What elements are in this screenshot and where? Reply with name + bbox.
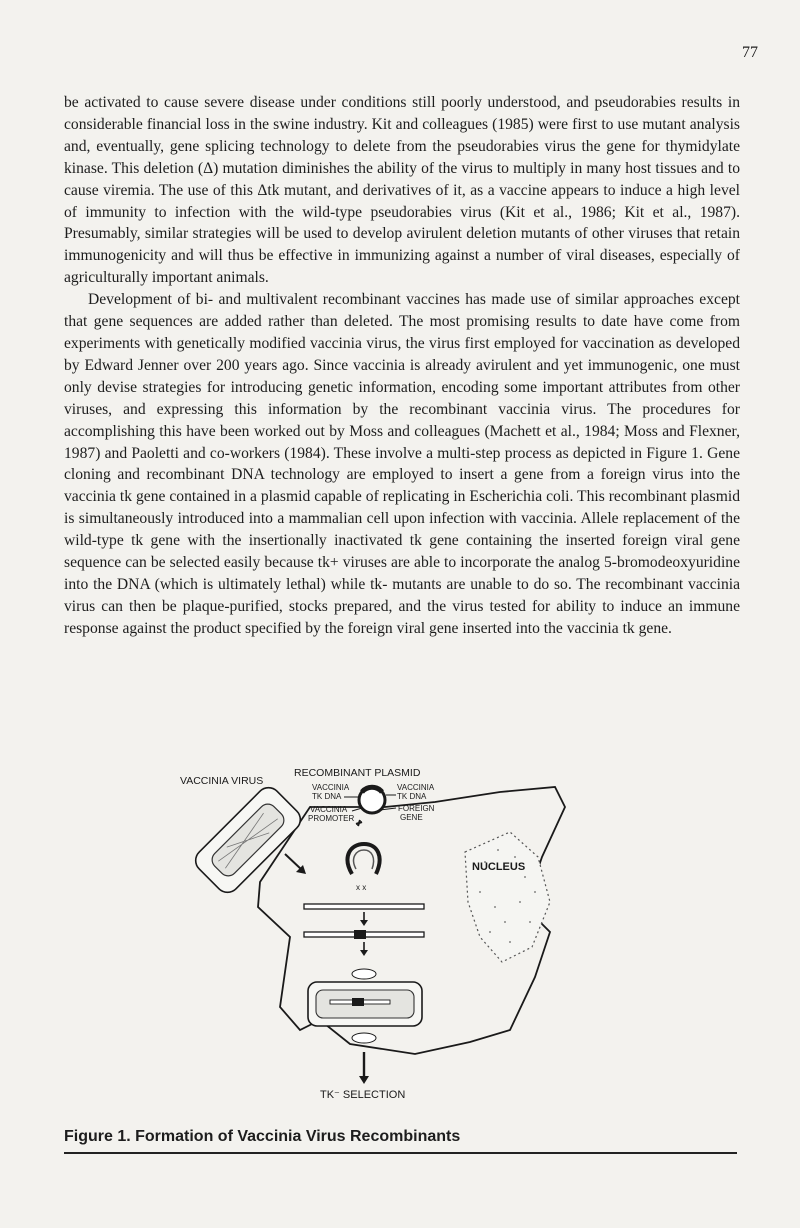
- plasmid-pairing: [348, 844, 380, 874]
- paragraph-2: Development of bi- and multivalent recombinant vaccines has made use of similar approaches except that gene sequences are added rather than deleted. The most promising results to date have come from experiments with genetically modified vaccinia virus, the virus first employed for vaccination as developed by Edward Jenner over 200 years ago. Since vaccinia is already avirulent and yet immunogenic, one must only devise strategies for introducing genetic information, encoding some important attributes from other viruses, and expressing this information by the recombinant vaccinia virus. The procedures for accomplishing this have been worked out by Moss and colleagues (Machett et al., 1984; Moss and Flexner, 1987) and Paoletti and co-workers (1984). These involve a multi-step process as depicted in Figure 1. Gene cloning and recombinant DNA technology are employed to insert a gene from a foreign virus into the vaccinia tk gene contained in a plasmid capable of replicating in Escherichia coli. This recombinant plasmid is simultaneously introduced into a mammalian cell upon infection with vaccinia. Allele replacement of the wild-type tk gene with the insertionally inactivated tk gene containing the inserted foreign viral gene sequence can be selected easily because tk+ viruses are able to incorporate the analog 5-bromodeoxyuridine into the DNA (which is ultimately lethal) while tk- mutants are unable to do so. The recombinant vaccinia virus can then be plaque-purified, stocks prepared, and the virus tested for ability to induce an immune response against the product specified by the foreign viral gene inserted into the vaccinia tk gene.: [64, 291, 740, 637]
- vaccinia-virus-label: VACCINIA VIRUS: [180, 775, 264, 787]
- tk-selection-label: TK⁻ SELECTION: [320, 1089, 406, 1101]
- nucleus-label: NUCLEUS: [472, 861, 526, 873]
- svg-text:VACCINIA: VACCINIA: [397, 783, 435, 792]
- svg-text:VACCINIA: VACCINIA: [312, 783, 350, 792]
- crossover-marks: x x: [356, 883, 367, 892]
- vaccinia-dna-line: [304, 904, 424, 909]
- figure-caption: Figure 1. Formation of Vaccinia Virus Recombinants: [64, 1128, 461, 1145]
- svg-text:VACCINIA: VACCINIA: [310, 805, 348, 814]
- nucleus-outline: [465, 832, 550, 962]
- recombinant-plasmid-label: RECOMBINANT PLASMID: [294, 767, 421, 779]
- svg-text:GENE: GENE: [400, 813, 423, 822]
- svg-text:PROMOTER: PROMOTER: [308, 814, 355, 823]
- figure-diagram: [180, 762, 580, 1102]
- arrow-virus-to-cell: [285, 854, 302, 870]
- recombinant-virus-particle: [308, 969, 422, 1043]
- svg-text:TK DNA: TK DNA: [312, 792, 342, 801]
- svg-text:TK DNA: TK DNA: [397, 792, 427, 801]
- page-number: 77: [742, 44, 758, 61]
- svg-text:FOREIGN: FOREIGN: [398, 804, 435, 813]
- paragraph-1: be activated to cause severe disease under conditions still poorly understood, and pseudorabies results in considerable financial loss in the swine industry. Kit and colleagues (1985) were first to use mutant analysis and, eventually, gene splicing technology to delete from the pseudorabies virus the gene for thymidylate kinase. This deletion (Δ) mutation diminishes the ability of the virus to multiply in many host tissues and to cause viremia. The use of this Δtk mutant, and derivatives of it, as a vaccine appears to induce a high level of immunity to infection with the wild-type pseudorabies virus (Kit et al., 1986; Kit et al., 1987). Presumably, similar strategies will be used to develop avirulent deletion mutants of other viruses that retain immunogenicity and will thus be effective in immunizing against a number of viral diseases, especially of agriculturally important animals.: [64, 94, 740, 287]
- caption-rule: [64, 1152, 737, 1154]
- body-text: [64, 92, 740, 640]
- figure-vaccinia-recombinants: [180, 762, 580, 1102]
